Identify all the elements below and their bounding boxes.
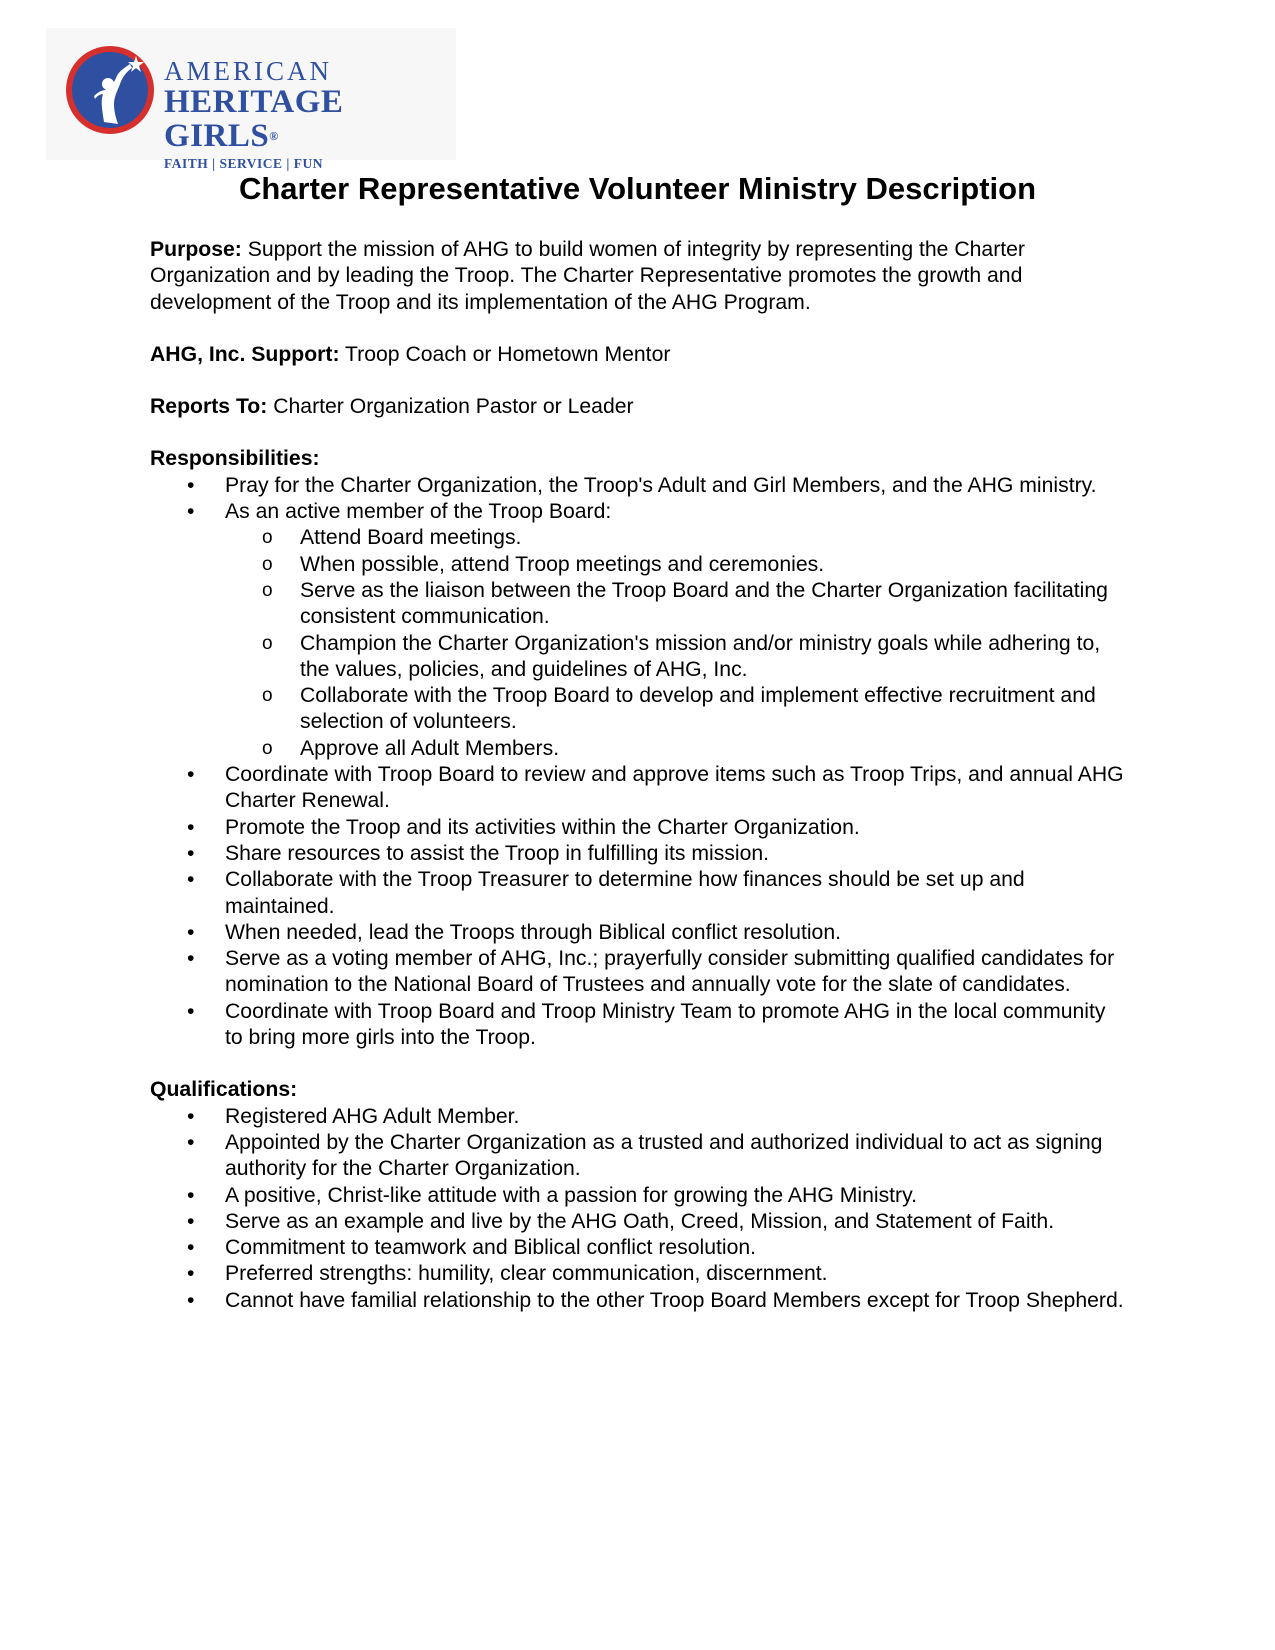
list-item: • Cannot have familial relationship to the other Troop Board Members except for Troop Shepherd.	[225, 1288, 1125, 1314]
reports-to-paragraph	[150, 394, 1125, 420]
board-sublist	[225, 525, 1125, 762]
sub-list-item: o Approve all Adult Members.	[300, 736, 1125, 762]
logo-line-heritage-girls: HERITAGE GIRLS®	[164, 84, 344, 154]
responsibilities-list	[150, 473, 1125, 1052]
sub-list-item: o Champion the Charter Organization's mission and/or ministry goals while adhering to, the values, policies, and guidelines of AHG, Inc.	[300, 631, 1125, 684]
ahg-logo	[46, 28, 456, 171]
list-item	[225, 499, 1125, 762]
sub-list-item: o Serve as the liaison between the Troop Board and the Charter Organization facilitating consistent communication.	[300, 578, 1125, 631]
qualifications-heading: Qualifications:	[150, 1078, 298, 1102]
purpose-label: Purpose:	[150, 238, 242, 261]
list-item: • Share resources to assist the Troop in fulfilling its mission.	[225, 841, 1125, 867]
support-label: AHG, Inc. Support:	[150, 342, 340, 366]
list-item: • Promote the Troop and its activities within the Charter Organization.	[225, 815, 1125, 841]
sub-list-item: o When possible, attend Troop meetings and ceremonies.	[300, 552, 1125, 578]
list-item: • When needed, lead the Troops through Biblical conflict resolution.	[225, 920, 1125, 946]
list-item-text: As an active member of the Troop Board:	[225, 500, 612, 524]
document-body	[150, 237, 1125, 1314]
list-item: • Appointed by the Charter Organization as a trusted and authorized individual to act as signing authority for the Charter Organization.	[225, 1130, 1125, 1183]
ahg-emblem-icon	[64, 44, 156, 136]
list-item: • Pray for the Charter Organization, the Troop's Adult and Girl Members, and the AHG ministry.	[225, 473, 1125, 499]
support-paragraph	[150, 342, 1125, 368]
list-item: • Serve as a voting member of AHG, Inc.; prayerfully consider submitting qualified candidates for nomination to the National Board of Trustees and annually vote for the slate of candidates.	[225, 946, 1125, 999]
page-title: Charter Representative Volunteer Ministry Description	[238, 171, 1037, 206]
support-text: Troop Coach or Hometown Mentor	[339, 342, 671, 366]
list-item: • Preferred strengths: humility, clear communication, discernment.	[225, 1261, 1125, 1287]
list-item: • Coordinate with Troop Board and Troop Ministry Team to promote AHG in the local community to bring more girls into the Troop.	[225, 999, 1125, 1052]
reports-to-label: Reports To:	[150, 395, 268, 419]
list-item: • A positive, Christ-like attitude with a passion for growing the AHG Ministry.	[225, 1183, 1125, 1209]
list-item: • Coordinate with Troop Board to review and approve items such as Troop Trips, and annual AHG Charter Renewal.	[225, 762, 1125, 815]
list-item: • Registered AHG Adult Member.	[225, 1104, 1125, 1130]
registered-mark: ®	[269, 129, 279, 143]
list-item: • Serve as an example and live by the AHG Oath, Creed, Mission, and Statement of Faith.	[225, 1209, 1125, 1235]
list-item: • Commitment to teamwork and Biblical conflict resolution.	[225, 1235, 1125, 1261]
reports-to-text: Charter Organization Pastor or Leader	[267, 395, 634, 419]
list-item: • Collaborate with the Troop Treasurer to determine how finances should be set up and maintained.	[225, 867, 1125, 920]
purpose-text: Support the mission of AHG to build women of integrity by representing the Charter Organization and by leading the Troop. The Charter Representative promotes the growth and development of the Troop and its implementation of the AHG Program.	[150, 238, 1025, 314]
sub-list-item: o Collaborate with the Troop Board to develop and implement effective recruitment and selection of volunteers.	[300, 683, 1125, 736]
logo-line-american: AMERICAN	[164, 56, 333, 86]
sub-list-item: o Attend Board meetings.	[300, 525, 1125, 551]
logo-tagline: FAITH | SERVICE | FUN	[164, 156, 323, 171]
qualifications-list	[150, 1104, 1125, 1314]
purpose-paragraph	[150, 237, 1125, 316]
responsibilities-heading: Responsibilities:	[150, 447, 320, 471]
